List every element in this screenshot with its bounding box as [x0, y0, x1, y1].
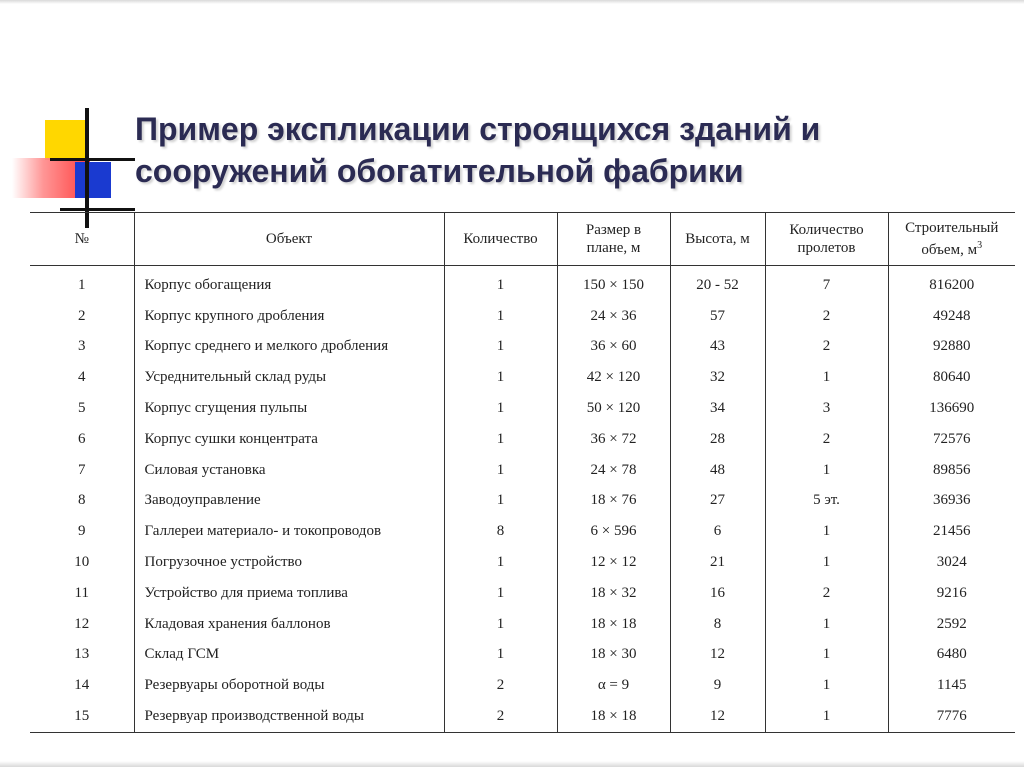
- cell-num: 9: [78, 523, 86, 540]
- header-spans-line-1: Количество: [789, 222, 864, 238]
- cell-spans: 7: [765, 266, 888, 301]
- cell-quantity: 2: [444, 670, 557, 701]
- cell-quantity: 1: [444, 486, 557, 517]
- cell-spans: 1: [765, 516, 888, 547]
- header-volume-line-1: Строительный: [905, 220, 999, 236]
- table-row: [30, 670, 1015, 701]
- cell-quantity: 1: [444, 301, 557, 332]
- cell-height: 28: [670, 424, 765, 455]
- cell-spans: 1: [765, 640, 888, 671]
- cell-size: 18 × 76: [557, 486, 670, 517]
- bottom-frame-shadow: [0, 761, 1024, 767]
- cell-spans: 1: [765, 609, 888, 640]
- cell-num: 14: [74, 677, 90, 694]
- table-row: [30, 609, 1015, 640]
- cell-num: 13: [74, 646, 90, 663]
- cell-spans: 3: [765, 393, 888, 424]
- header-spans-line-2: пролетов: [797, 240, 856, 256]
- header-volume-line-2: объем, м: [921, 242, 978, 258]
- logo-blue-square: [75, 162, 111, 198]
- cell-spans: 1: [765, 455, 888, 486]
- cell-height: 32: [670, 362, 765, 393]
- cell-volume: 2592: [888, 609, 1015, 640]
- logo-horizontal-line-bottom: [60, 208, 135, 211]
- cell-quantity: 1: [444, 640, 557, 671]
- cell-height: 34: [670, 393, 765, 424]
- explication-table-container: [30, 212, 1020, 733]
- cell-quantity: 1: [444, 393, 557, 424]
- header-quantity: Количество: [444, 213, 557, 266]
- cell-object: Силовая установка: [134, 455, 444, 486]
- cell-volume: 9216: [888, 578, 1015, 609]
- cell-volume: 72576: [888, 424, 1015, 455]
- cell-spans: 1: [765, 670, 888, 701]
- cell-volume: 89856: [888, 455, 1015, 486]
- cell-quantity: 1: [444, 547, 557, 578]
- cell-volume: 49248: [888, 301, 1015, 332]
- cell-spans: 2: [765, 578, 888, 609]
- slide-title: [135, 108, 995, 192]
- cell-object: Резервуар производственной воды: [134, 701, 444, 732]
- header-spans: [765, 213, 888, 266]
- table-row: [30, 266, 1015, 301]
- cell-spans: 2: [765, 332, 888, 363]
- table-body: [30, 266, 1015, 733]
- top-frame-shadow: [0, 0, 1024, 4]
- cell-spans: 5 эт.: [765, 486, 888, 517]
- cell-quantity: 1: [444, 455, 557, 486]
- table-header-row: [30, 213, 1015, 266]
- header-size: [557, 213, 670, 266]
- cell-size: 18 × 30: [557, 640, 670, 671]
- cell-object: Заводоуправление: [134, 486, 444, 517]
- cell-size: 18 × 18: [557, 609, 670, 640]
- cell-num: 2: [78, 307, 86, 324]
- table-row: [30, 701, 1015, 732]
- cell-size: 42 × 120: [557, 362, 670, 393]
- cell-object: Корпус среднего и мелкого дробления: [134, 332, 444, 363]
- cell-volume: 80640: [888, 362, 1015, 393]
- cell-object: Погрузочное устройство: [134, 547, 444, 578]
- cell-quantity: 1: [444, 332, 557, 363]
- table-row: [30, 578, 1015, 609]
- cell-size: 12 × 12: [557, 547, 670, 578]
- cell-height: 20 - 52: [670, 266, 765, 301]
- cell-volume: 136690: [888, 393, 1015, 424]
- table-row: [30, 301, 1015, 332]
- table-row: [30, 455, 1015, 486]
- cell-size: 24 × 78: [557, 455, 670, 486]
- cell-size: 24 × 36: [557, 301, 670, 332]
- table-row: [30, 486, 1015, 517]
- cell-object: Усреднительный склад руды: [134, 362, 444, 393]
- table-row: [30, 393, 1015, 424]
- cell-height: 27: [670, 486, 765, 517]
- explication-table: [30, 212, 1015, 733]
- cell-object: Корпус крупного дробления: [134, 301, 444, 332]
- cell-num: 6: [78, 430, 86, 447]
- header-num: №: [30, 213, 134, 266]
- cell-size: 18 × 32: [557, 578, 670, 609]
- cell-quantity: 1: [444, 362, 557, 393]
- cell-num: 11: [74, 584, 89, 601]
- table-row: [30, 547, 1015, 578]
- cell-quantity: 8: [444, 516, 557, 547]
- cell-spans: 2: [765, 424, 888, 455]
- cell-num: 12: [74, 615, 90, 632]
- cell-object: Корпус обогащения: [134, 266, 444, 301]
- cell-object: Кладовая хранения баллонов: [134, 609, 444, 640]
- cell-volume: 816200: [888, 266, 1015, 301]
- cell-height: 57: [670, 301, 765, 332]
- cell-quantity: 2: [444, 701, 557, 732]
- cell-spans: 1: [765, 701, 888, 732]
- cell-size: α = 9: [557, 670, 670, 701]
- cell-num: 5: [78, 400, 86, 417]
- header-object: Объект: [134, 213, 444, 266]
- cell-object: Корпус сушки концентрата: [134, 424, 444, 455]
- cell-object: Склад ГСМ: [134, 640, 444, 671]
- cell-size: 36 × 60: [557, 332, 670, 363]
- cell-size: 6 × 596: [557, 516, 670, 547]
- cell-volume: 6480: [888, 640, 1015, 671]
- cell-spans: 2: [765, 301, 888, 332]
- cell-height: 12: [670, 640, 765, 671]
- cell-num: 10: [74, 554, 90, 571]
- cell-spans: 1: [765, 362, 888, 393]
- decorative-logo: [0, 100, 135, 230]
- cell-quantity: 1: [444, 578, 557, 609]
- logo-yellow-square: [45, 120, 85, 160]
- cell-volume: 7776: [888, 701, 1015, 732]
- cell-num: 15: [30, 701, 134, 732]
- header-height: Высота, м: [670, 213, 765, 266]
- cell-quantity: 1: [444, 609, 557, 640]
- header-volume: [888, 213, 1015, 266]
- table-row: [30, 424, 1015, 455]
- cell-quantity: 1: [444, 266, 557, 301]
- cell-num: 3: [78, 338, 86, 355]
- header-size-line-1: Размер в: [585, 222, 642, 238]
- cell-height: 21: [670, 547, 765, 578]
- cell-num: 8: [78, 492, 86, 509]
- cell-size: 36 × 72: [557, 424, 670, 455]
- table-row: [30, 640, 1015, 671]
- cell-height: 6: [670, 516, 765, 547]
- logo-horizontal-line-top: [50, 158, 135, 161]
- header-volume-superscript: 3: [977, 240, 983, 251]
- cell-height: 9: [670, 670, 765, 701]
- cell-height: 12: [670, 701, 765, 732]
- cell-object: Резервуары оборотной воды: [134, 670, 444, 701]
- cell-quantity: 1: [444, 424, 557, 455]
- cell-object: Галлереи материало- и токопроводов: [134, 516, 444, 547]
- cell-num: 1: [78, 276, 86, 293]
- slide-title-line-2: сооружений обогатительной фабрики: [135, 153, 744, 189]
- cell-volume: 36936: [888, 486, 1015, 517]
- slide-title-line-1: Пример экспликации строящихся зданий и: [135, 111, 821, 147]
- table-row: [30, 362, 1015, 393]
- cell-volume: 3024: [888, 547, 1015, 578]
- cell-object: Корпус сгущения пульпы: [134, 393, 444, 424]
- cell-num: 4: [78, 369, 86, 386]
- cell-size: 150 × 150: [557, 266, 670, 301]
- table-row: [30, 516, 1015, 547]
- table-row: [30, 332, 1015, 363]
- cell-volume: 92880: [888, 332, 1015, 363]
- cell-num: 7: [78, 461, 86, 478]
- header-size-line-2: плане, м: [586, 240, 641, 256]
- cell-height: 43: [670, 332, 765, 363]
- cell-height: 16: [670, 578, 765, 609]
- cell-object: Устройство для приема топлива: [134, 578, 444, 609]
- cell-spans: 1: [765, 547, 888, 578]
- cell-height: 8: [670, 609, 765, 640]
- cell-volume: 21456: [888, 516, 1015, 547]
- cell-volume: 1145: [888, 670, 1015, 701]
- cell-size: 18 × 18: [557, 701, 670, 732]
- cell-size: 50 × 120: [557, 393, 670, 424]
- cell-height: 48: [670, 455, 765, 486]
